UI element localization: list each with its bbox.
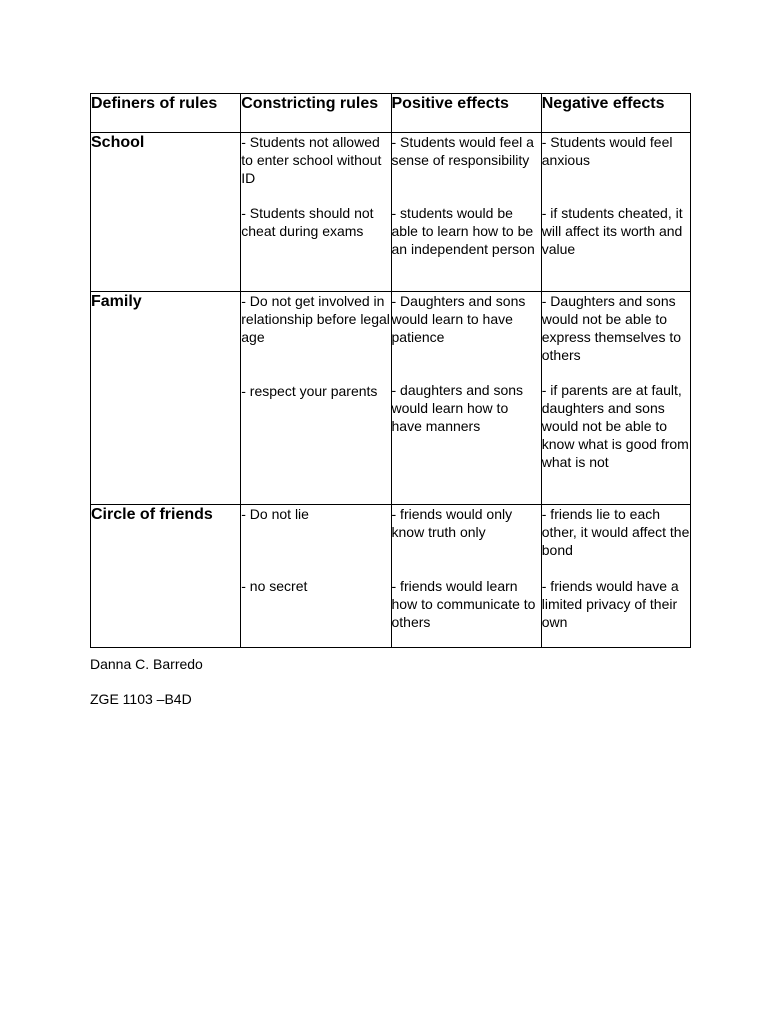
- row-label-friends: Circle of friends: [91, 505, 241, 648]
- table-row-friends: [91, 505, 691, 648]
- cell-school-positive: [391, 133, 541, 292]
- cell-family-negative: [541, 292, 690, 505]
- effect-text: - friends would have a limited privacy of their own: [541, 578, 679, 630]
- table-header-row: [91, 94, 691, 133]
- cell-friends-positive: [391, 505, 541, 648]
- header-definers: Definers of rules: [91, 94, 241, 133]
- rule-text: - Do not lie: [241, 506, 309, 522]
- effect-text: - daughters and sons would learn how to have manners: [391, 382, 524, 434]
- header-constricting: Constricting rules: [241, 94, 391, 133]
- cell-school-constricting: [241, 133, 391, 292]
- cell-family-constricting: [241, 292, 391, 505]
- effect-text: - students would be able to learn how to be an independent person: [391, 205, 535, 257]
- table-row-school: [91, 133, 691, 292]
- rules-table: [90, 93, 691, 648]
- effect-text: - friends would learn how to communicate to others: [391, 578, 536, 630]
- effect-text: - Daughters and sons would not be able to express themselves to others: [541, 293, 682, 363]
- effect-text: - friends lie to each other, it would affect the bond: [541, 506, 690, 558]
- cell-friends-negative: [541, 505, 690, 648]
- rule-text: - Students not allowed to enter school without ID: [241, 134, 382, 186]
- cell-friends-constricting: [241, 505, 391, 648]
- header-positive: Positive effects: [391, 94, 541, 133]
- course-code: ZGE 1103 –B4D: [90, 691, 192, 707]
- row-label-school: School: [91, 133, 241, 292]
- row-label-family: Family: [91, 292, 241, 505]
- effect-text: - if students cheated, it will affect its worth and value: [541, 205, 683, 257]
- cell-school-negative: [541, 133, 690, 292]
- header-negative: Negative effects: [541, 94, 690, 133]
- rule-text: - respect your parents: [241, 383, 378, 399]
- table-row-family: [91, 292, 691, 505]
- rule-text: - no secret: [241, 578, 308, 594]
- effect-text: - Daughters and sons would learn to have patience: [391, 293, 526, 345]
- effect-text: - Students would feel a sense of responsibility: [391, 134, 534, 168]
- effect-text: - Students would feel anxious: [541, 134, 673, 168]
- rule-text: - Students should not cheat during exams: [241, 205, 374, 239]
- cell-family-positive: [391, 292, 541, 505]
- effect-text: - friends would only know truth only: [391, 506, 513, 540]
- author-name: Danna C. Barredo: [90, 656, 203, 672]
- rule-text: - Do not get involved in relationship before legal age: [241, 293, 390, 345]
- effect-text: - if parents are at fault, daughters and sons would not be able to know what is good from what is not: [541, 382, 689, 470]
